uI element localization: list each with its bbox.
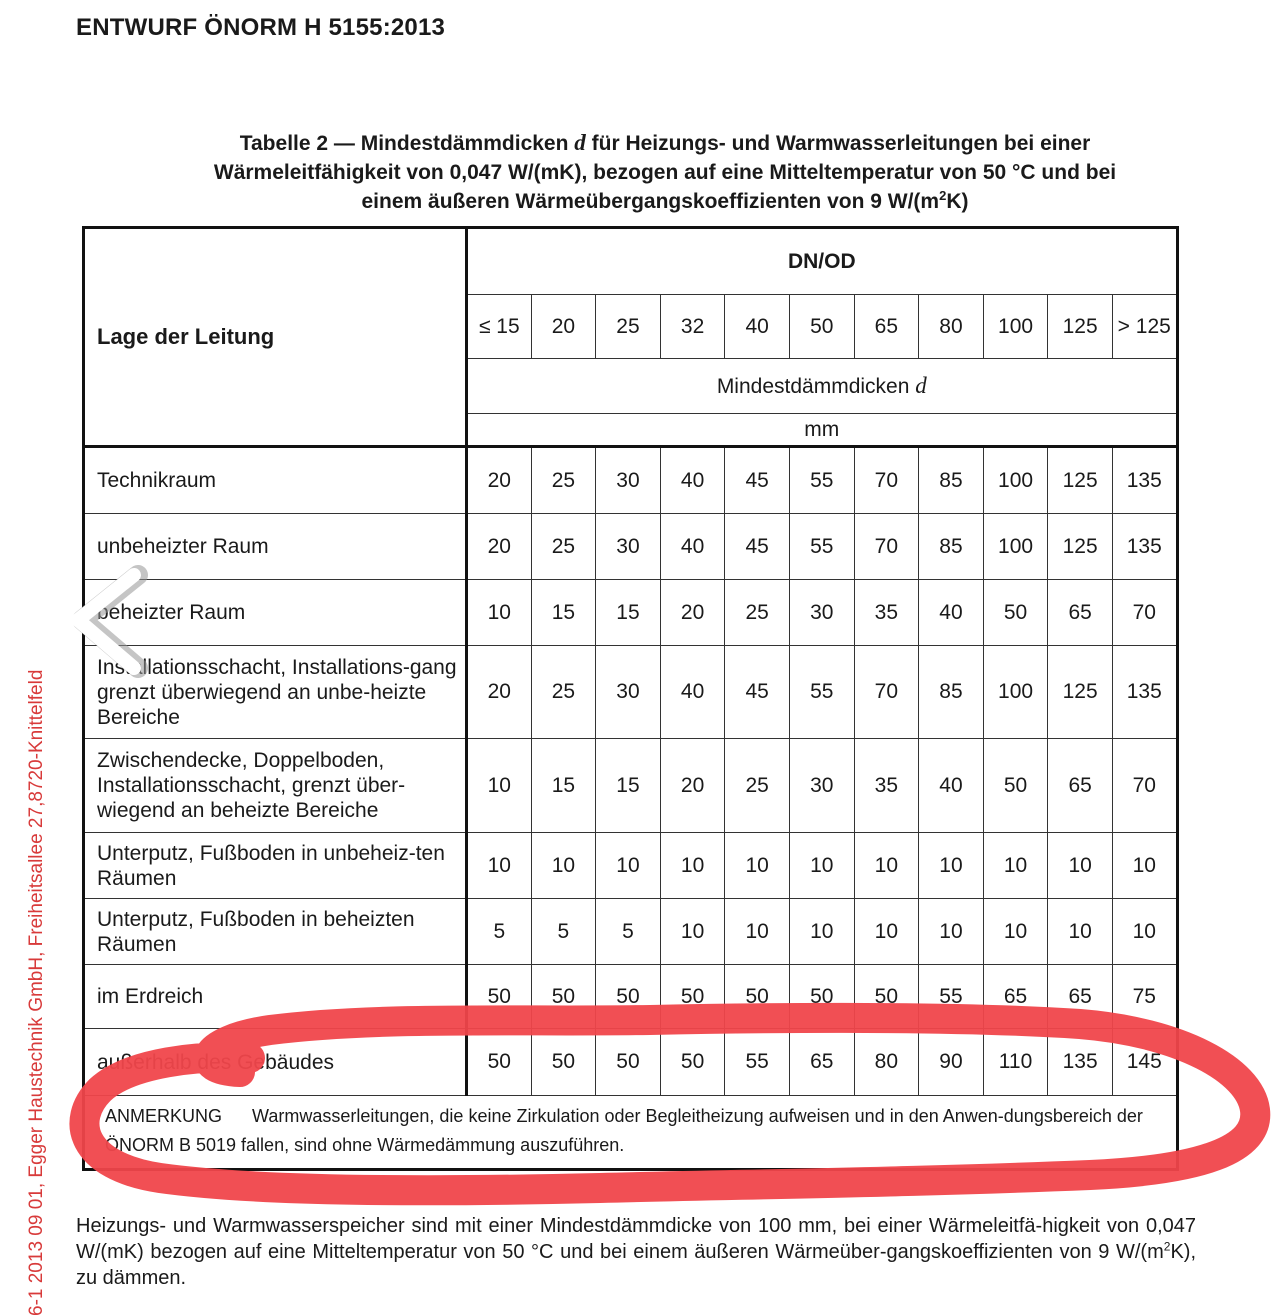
insulation-thickness-table <box>82 226 1179 1171</box>
table-row <box>84 580 1178 646</box>
thickness-cell: 75 <box>1112 965 1177 1029</box>
location-cell: Technikraum <box>84 447 467 514</box>
thickness-cell: 35 <box>854 739 919 833</box>
thickness-cell: 50 <box>983 580 1048 646</box>
thickness-cell: 10 <box>983 899 1048 965</box>
dn-size-cell: 125 <box>1048 295 1113 359</box>
thickness-cell: 40 <box>660 447 725 514</box>
table-row <box>84 447 1178 514</box>
dn-size-cell: 25 <box>596 295 661 359</box>
thickness-cell: 70 <box>1112 580 1177 646</box>
thickness-cell: 10 <box>725 833 790 899</box>
thickness-cell: 50 <box>660 965 725 1029</box>
thickness-cell: 25 <box>725 580 790 646</box>
thickness-cell: 10 <box>983 833 1048 899</box>
thickness-cell: 40 <box>660 646 725 739</box>
thickness-cell: 70 <box>1112 739 1177 833</box>
thickness-cell: 90 <box>919 1029 984 1096</box>
thickness-cell: 70 <box>854 447 919 514</box>
thickness-cell: 10 <box>531 833 596 899</box>
thickness-cell: 10 <box>854 899 919 965</box>
location-cell: Unterputz, Fußboden in unbeheiz-ten Räumen <box>84 833 467 899</box>
thickness-cell: 5 <box>467 899 532 965</box>
thickness-cell: 40 <box>919 739 984 833</box>
location-cell: unbeheizter Raum <box>84 514 467 580</box>
thickness-cell: 135 <box>1112 514 1177 580</box>
thickness-cell: 40 <box>919 580 984 646</box>
dn-size-cell: 80 <box>919 295 984 359</box>
note-label: ANMERKUNG <box>105 1106 223 1126</box>
note-row <box>84 1096 1178 1170</box>
dn-size-cell: 32 <box>660 295 725 359</box>
thickness-cell: 25 <box>531 447 596 514</box>
thickness-cell: 85 <box>919 646 984 739</box>
side-watermark: 6-1 2013 09 01, Egger Haustechnik GmbH, Freiheitsallee 27,8720-Knittelfeld <box>26 669 47 1316</box>
thickness-cell: 50 <box>531 1029 596 1096</box>
thickness-cell: 125 <box>1048 646 1113 739</box>
thickness-cell: 135 <box>1048 1029 1113 1096</box>
thickness-cell: 35 <box>854 580 919 646</box>
thickness-cell: 55 <box>725 1029 790 1096</box>
thickness-cell: 30 <box>596 447 661 514</box>
thickness-cell: 10 <box>467 580 532 646</box>
thickness-cell: 30 <box>596 514 661 580</box>
table-row <box>84 514 1178 580</box>
thickness-cell: 20 <box>467 514 532 580</box>
location-cell: außerhalb des Gebäudes <box>84 1029 467 1096</box>
dn-size-cell: 20 <box>531 295 596 359</box>
thickness-cell: 100 <box>983 646 1048 739</box>
thickness-cell: 125 <box>1048 514 1113 580</box>
thickness-cell: 45 <box>725 447 790 514</box>
thickness-cell: 15 <box>596 739 661 833</box>
thickness-cell: 10 <box>789 833 854 899</box>
location-cell: im Erdreich <box>84 965 467 1029</box>
table-row <box>84 833 1178 899</box>
thickness-cell: 25 <box>725 739 790 833</box>
dn-header: DN/OD <box>467 228 1178 295</box>
thickness-cell: 50 <box>596 965 661 1029</box>
thickness-cell: 65 <box>789 1029 854 1096</box>
dn-size-cell: 40 <box>725 295 790 359</box>
thickness-cell: 40 <box>660 514 725 580</box>
location-cell: Installationsschacht, Installations-gang grenzt überwiegend an unbe-heizte Bereiche <box>84 646 467 739</box>
caption-line-3: einem äußeren Wärmeübergangskoeffizienten von 9 $W/(m^2K)$ <box>361 188 969 213</box>
thickness-cell: 10 <box>1112 833 1177 899</box>
thickness-cell: 50 <box>789 965 854 1029</box>
thickness-cell: 10 <box>660 899 725 965</box>
thickness-cell: 30 <box>596 646 661 739</box>
thickness-cell: 5 <box>596 899 661 965</box>
thickness-cell: 135 <box>1112 646 1177 739</box>
thickness-cell: 85 <box>919 514 984 580</box>
thickness-cell: 65 <box>1048 965 1113 1029</box>
thickness-cell: 5 <box>531 899 596 965</box>
thickness-cell: 50 <box>854 965 919 1029</box>
dn-size-cell: > 125 <box>1112 295 1177 359</box>
thickness-cell: 100 <box>983 447 1048 514</box>
thickness-cell: 45 <box>725 646 790 739</box>
thickness-cell: 55 <box>789 514 854 580</box>
header-row-dn <box>84 228 1178 295</box>
thickness-cell: 110 <box>983 1029 1048 1096</box>
thickness-cell: 50 <box>983 739 1048 833</box>
location-cell: Zwischendecke, Doppelboden, Installationsschacht, grenzt über-wiegend an beheizte Bereiche <box>84 739 467 833</box>
thickness-cell: 50 <box>596 1029 661 1096</box>
thickness-cell: 70 <box>854 646 919 739</box>
thickness-cell: 85 <box>919 447 984 514</box>
thickness-cell: 65 <box>983 965 1048 1029</box>
thickness-cell: 20 <box>660 739 725 833</box>
thickness-cell: 10 <box>725 899 790 965</box>
thickness-cell: 50 <box>531 965 596 1029</box>
thickness-cell: 55 <box>789 646 854 739</box>
thickness-cell: 100 <box>983 514 1048 580</box>
thickness-cell: 30 <box>789 739 854 833</box>
table-caption <box>120 128 1210 216</box>
thickness-cell: 45 <box>725 514 790 580</box>
dn-size-cell: 50 <box>789 295 854 359</box>
thickness-cell: 55 <box>789 447 854 514</box>
thickness-cell: 10 <box>1048 899 1113 965</box>
thickness-cell: 20 <box>467 646 532 739</box>
note-text: Warmwasserleitungen, die keine Zirkulation oder Begleitheizung aufweisen und in den Anwen-dungsbereich der ÖNORM B 5019 fallen, sind ohne Wärmedämmung auszuführen. <box>105 1106 1143 1155</box>
thickness-cell: 70 <box>854 514 919 580</box>
unit-header: mm <box>467 414 1178 447</box>
thickness-cell: 10 <box>1112 899 1177 965</box>
thickness-cell: 145 <box>1112 1029 1177 1096</box>
thickness-cell: 55 <box>919 965 984 1029</box>
location-header: Lage der Leitung <box>84 228 467 447</box>
thickness-cell: 15 <box>531 739 596 833</box>
table-row <box>84 1029 1178 1096</box>
thickness-cell: 10 <box>660 833 725 899</box>
dn-size-cell: ≤ 15 <box>467 295 532 359</box>
thickness-header: Mindestdämmdicken d <box>467 359 1178 414</box>
thickness-cell: 25 <box>531 646 596 739</box>
thickness-cell: 20 <box>467 447 532 514</box>
thickness-cell: 50 <box>467 1029 532 1096</box>
thickness-cell: 10 <box>596 833 661 899</box>
note-cell <box>84 1096 1178 1170</box>
thickness-cell: 10 <box>467 833 532 899</box>
thickness-cell: 10 <box>854 833 919 899</box>
thickness-cell: 10 <box>919 833 984 899</box>
location-cell: beheizter Raum <box>84 580 467 646</box>
thickness-cell: 30 <box>789 580 854 646</box>
body-paragraph: Heizungs- und Warmwasserspeicher sind mit einer Mindestdämmdicke von 100 mm, bei einer Wärmeleitfä-higkeit von 0,047 W/(mK) bezogen auf eine Mitteltemperatur von 50 °C und bei einem äußeren Wärmeüber-gangskoeffizienten von 9 $W/(m^2K)$, zu dämmen. <box>76 1215 1196 1289</box>
thickness-cell: 135 <box>1112 447 1177 514</box>
thickness-cell: 10 <box>467 739 532 833</box>
table-row <box>84 965 1178 1029</box>
thickness-cell: 20 <box>660 580 725 646</box>
thickness-cell: 65 <box>1048 580 1113 646</box>
caption-line-1: Tabelle 2 — Mindestdämmdicken d für Heizungs- und Warmwasserleitungen bei einer <box>239 130 1091 155</box>
thickness-cell: 15 <box>596 580 661 646</box>
thickness-cell: 125 <box>1048 447 1113 514</box>
thickness-cell: 10 <box>919 899 984 965</box>
thickness-cell: 25 <box>531 514 596 580</box>
dn-size-cell: 65 <box>854 295 919 359</box>
location-cell: Unterputz, Fußboden in beheizten Räumen <box>84 899 467 965</box>
thickness-cell: 80 <box>854 1029 919 1096</box>
document-header: ENTWURF ÖNORM H 5155:2013 <box>76 14 446 41</box>
dn-size-cell: 100 <box>983 295 1048 359</box>
thickness-cell: 50 <box>725 965 790 1029</box>
caption-line-2: Wärmeleitfähigkeit von 0,047 W/(mK), bezogen auf eine Mitteltemperatur von 50 °C und bei <box>213 161 1117 184</box>
table-row <box>84 899 1178 965</box>
thickness-cell: 50 <box>467 965 532 1029</box>
thickness-cell: 15 <box>531 580 596 646</box>
table-row <box>84 739 1178 833</box>
table-row <box>84 646 1178 739</box>
thickness-cell: 50 <box>660 1029 725 1096</box>
thickness-cell: 65 <box>1048 739 1113 833</box>
thickness-cell: 10 <box>1048 833 1113 899</box>
thickness-cell: 10 <box>789 899 854 965</box>
